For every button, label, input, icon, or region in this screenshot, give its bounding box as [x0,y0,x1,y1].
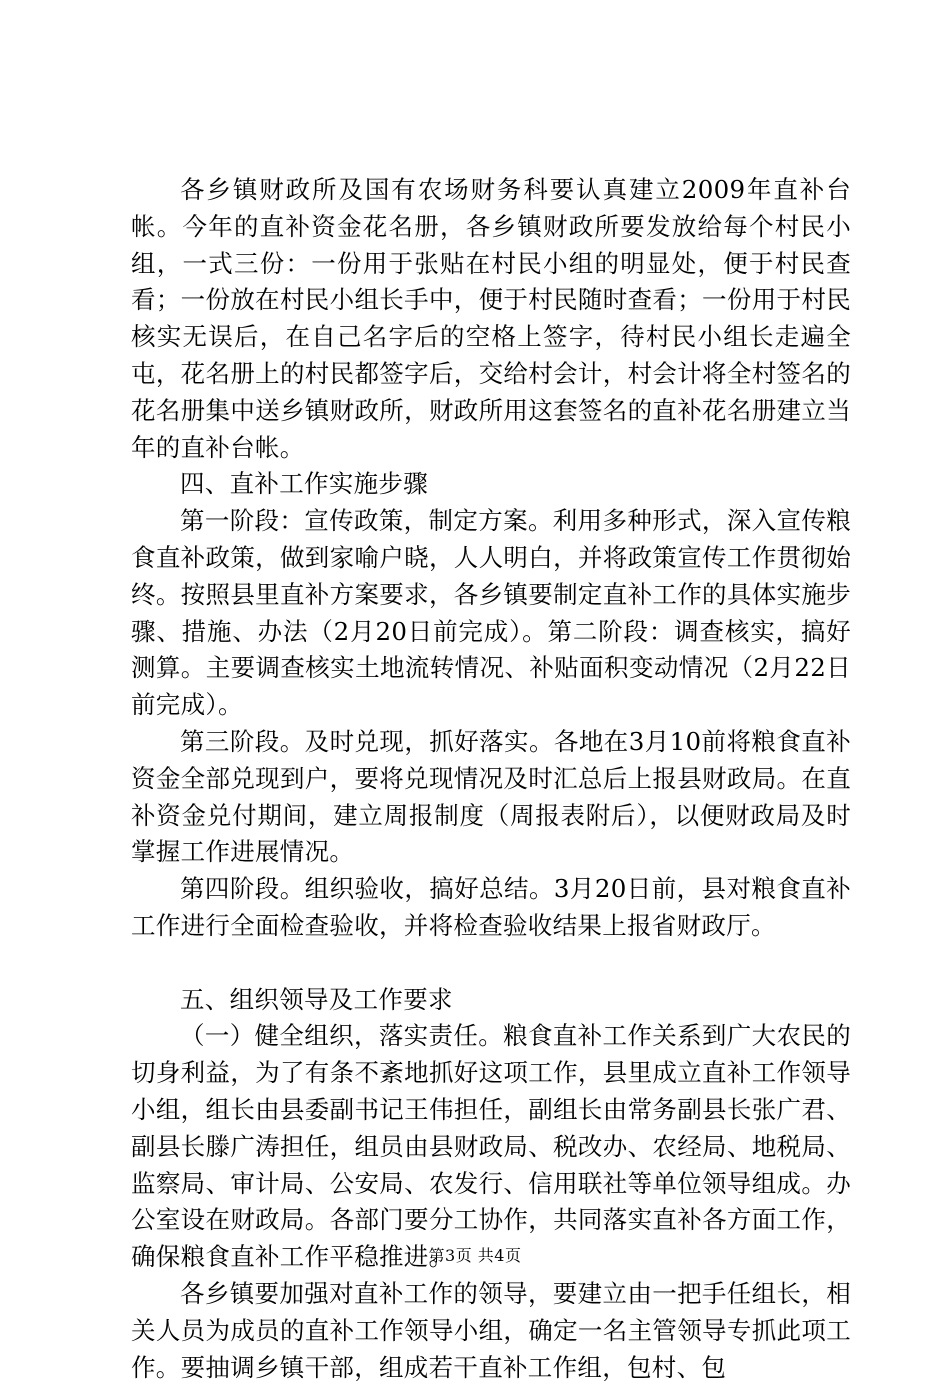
paragraph-ledger-setup: 各乡镇财政所及国有农场财务科要认真建立2009年直补台帐。今年的直补资金花名册，各乡镇财政所要发放给每个村民小组，一式三份：一份用于张贴在村民小组的明显处，便于村民查看；一份放在村民小组长手中，便于村民随时查看；一份用于村民核实无误后，在自己名字后的空格上签字，待村民小组长走遍全屯，花名册上的村民都签字后，交给村会计，村会计将全村签名的花名册集中送乡镇财政所，财政所用这套签名的直补花名册建立当年的直补台帐。 [131,175,851,462]
section-heading-organization: 五、组织领导及工作要求 [180,984,453,1014]
paragraph-township-leadership: 各乡镇要加强对直补工作的领导，要建立由一把手任组长，相关人员为成员的直补工作领导小组，确定一名主管领导专抓此项工作。要抽调乡镇干部，组成若干直补工作组，包村、包 [131,1278,851,1382]
document-body [131,172,851,1386]
paragraph-stage-one-two: 第一阶段：宣传政策，制定方案。利用多种形式，深入宣传粮食直补政策，做到家喻户晓，人人明白，并将政策宣传工作贯彻始终。按照县里直补方案要求，各乡镇要制定直补工作的具体实施步骤、措施、办法（2月20日前完成）。第二阶段：调查核实，搞好测算。主要调查核实土地流转情况、补贴面积变动情况（2月22日前完成）。 [131,506,851,720]
page-number-footer: 第3页 共4页 [428,1246,522,1265]
paragraph-stage-three: 第三阶段。及时兑现，抓好落实。各地在3月10前将粮食直补资金全部兑现到户，要将兑现情况及时汇总后上报县财政局。在直补资金兑付期间，建立周报制度（周报表附后），以便财政局及时掌握工作进展情况。 [131,726,851,867]
paragraph-stage-four: 第四阶段。组织验收，搞好总结。3月20日前，县对粮食直补工作进行全面检查验收，并将检查验收结果上报省财政厅。 [131,874,851,940]
section-heading-steps: 四、直补工作实施步骤 [180,469,428,499]
paragraph-organization-responsibility: （一）健全组织，落实责任。粮食直补工作关系到广大农民的切身利益，为了有条不紊地抓好这项工作，县里成立直补工作领导小组，组长由县委副书记王伟担任，副组长由常务副县长张广君、副县长滕广涛担任，组员由县财政局、税改办、农经局、地税局、监察局、审计局、公安局、农发行、信用联社等单位领导组成。办公室设在财政局。各部门要分工协作，共同落实直补各方面工作，确保粮食直补工作平稳推进。 [131,1021,851,1272]
